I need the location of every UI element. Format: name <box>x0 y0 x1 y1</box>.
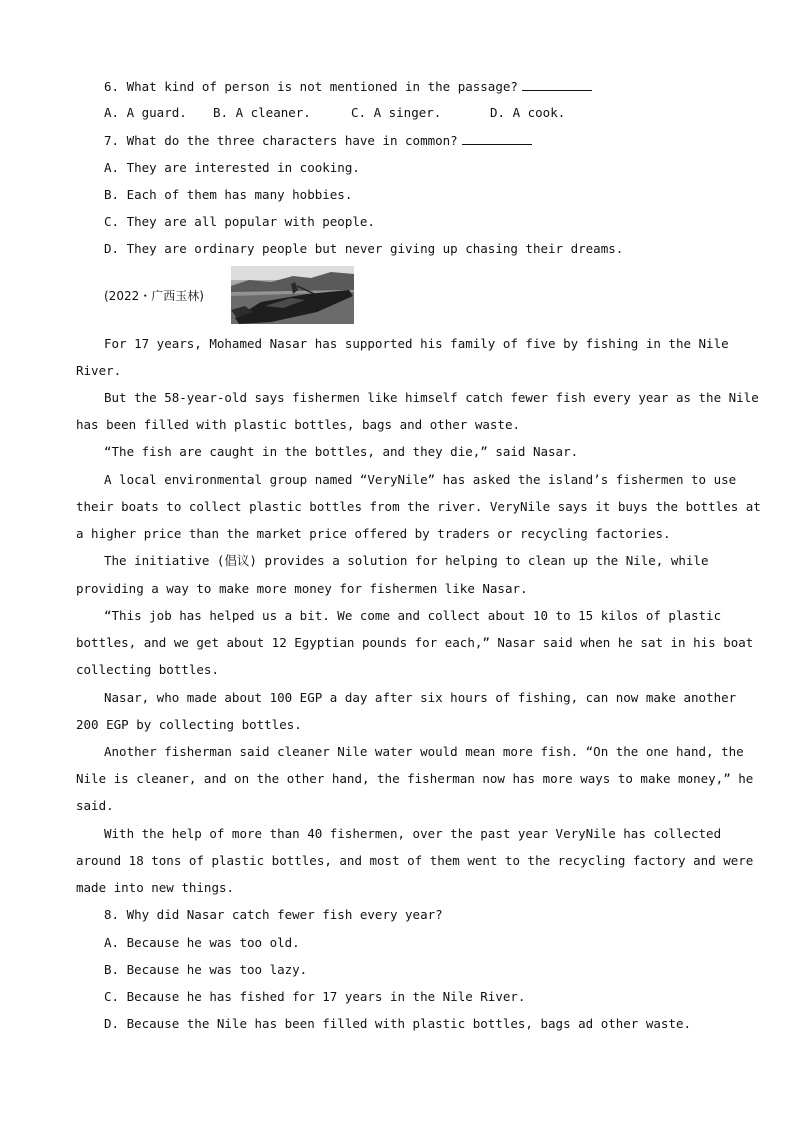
passage-line-13: collecting bottles. <box>76 662 219 677</box>
q6-option-d: D. A cook. <box>490 105 566 120</box>
passage-line-19: With the help of more than 40 fishermen, over the past year VeryNile has collected <box>104 826 722 841</box>
passage-line-2: River. <box>76 363 122 378</box>
passage-line-21: made into new things. <box>76 880 235 895</box>
question-7-text: 7. What do the three characters have in common? <box>104 133 458 148</box>
q8-option-a: A. Because he was too old. <box>104 935 300 950</box>
q6-option-a: A. A guard. <box>104 105 187 120</box>
passage-line-1: For 17 years, Mohamed Nasar has supported his family of five by fishing in the Nile <box>104 336 729 351</box>
question-6-text: 6. What kind of person is not mentioned in the passage? <box>104 79 518 94</box>
passage-line-10: providing a way to make more money for fishermen like Nasar. <box>76 581 528 596</box>
passage-line-7: their boats to collect plastic bottles from the river. VeryNile says it buys the bottles at <box>76 499 761 514</box>
source-label: (2022・广西玉林) <box>104 289 204 303</box>
question-6 <box>104 78 592 95</box>
passage-line-17: Nile is cleaner, and on the other hand, the fisherman now has more ways to make money,” he <box>76 771 754 786</box>
fishing-boat-photo <box>231 266 354 324</box>
passage-line-5: “The fish are caught in the bottles, and they die,” said Nasar. <box>104 444 579 459</box>
passage-line-14: Nasar, who made about 100 EGP a day after six hours of fishing, can now make another <box>104 690 737 705</box>
question-7 <box>104 132 532 149</box>
q7-option-b: B. Each of them has many hobbies. <box>104 187 353 202</box>
q7-option-c: C. They are all popular with people. <box>104 214 375 229</box>
q7-option-a: A. They are interested in cooking. <box>104 160 360 175</box>
passage-line-3: But the 58-year-old says fishermen like himself catch fewer fish every year as the Nile <box>104 390 759 405</box>
passage-line-8: a higher price than the market price offered by traders or recycling factories. <box>76 526 671 541</box>
question-8-text: 8. Why did Nasar catch fewer fish every year? <box>104 907 443 922</box>
answer-blank-6 <box>522 78 592 91</box>
passage-line-11: “This job has helped us a bit. We come and collect about 10 to 15 kilos of plastic <box>104 608 722 623</box>
passage-line-15: 200 EGP by collecting bottles. <box>76 717 302 732</box>
passage-line-6: A local environmental group named “VeryNile” has asked the island’s fishermen to use <box>104 472 737 487</box>
q6-option-b: B. A cleaner. <box>213 105 311 120</box>
q8-option-d: D. Because the Nile has been filled with plastic bottles, bags ad other waste. <box>104 1016 691 1031</box>
answer-blank-7 <box>462 132 532 145</box>
q8-option-b: B. Because he was too lazy. <box>104 962 308 977</box>
q8-option-c: C. Because he has fished for 17 years in the Nile River. <box>104 989 526 1004</box>
q7-option-d: D. They are ordinary people but never giving up chasing their dreams. <box>104 241 624 256</box>
passage-line-18: said. <box>76 798 114 813</box>
passage-line-12: bottles, and we get about 12 Egyptian pounds for each,” Nasar said when he sat in his boat <box>76 635 754 650</box>
passage-line-4: has been filled with plastic bottles, bags and other waste. <box>76 417 521 432</box>
passage-line-9: The initiative (倡议) provides a solution for helping to clean up the Nile, while <box>104 553 709 568</box>
passage-line-20: around 18 tons of plastic bottles, and most of them went to the recycling factory and were <box>76 853 754 868</box>
q6-option-c: C. A singer. <box>351 105 442 120</box>
passage-line-16: Another fisherman said cleaner Nile water would mean more fish. “On the one hand, the <box>104 744 744 759</box>
